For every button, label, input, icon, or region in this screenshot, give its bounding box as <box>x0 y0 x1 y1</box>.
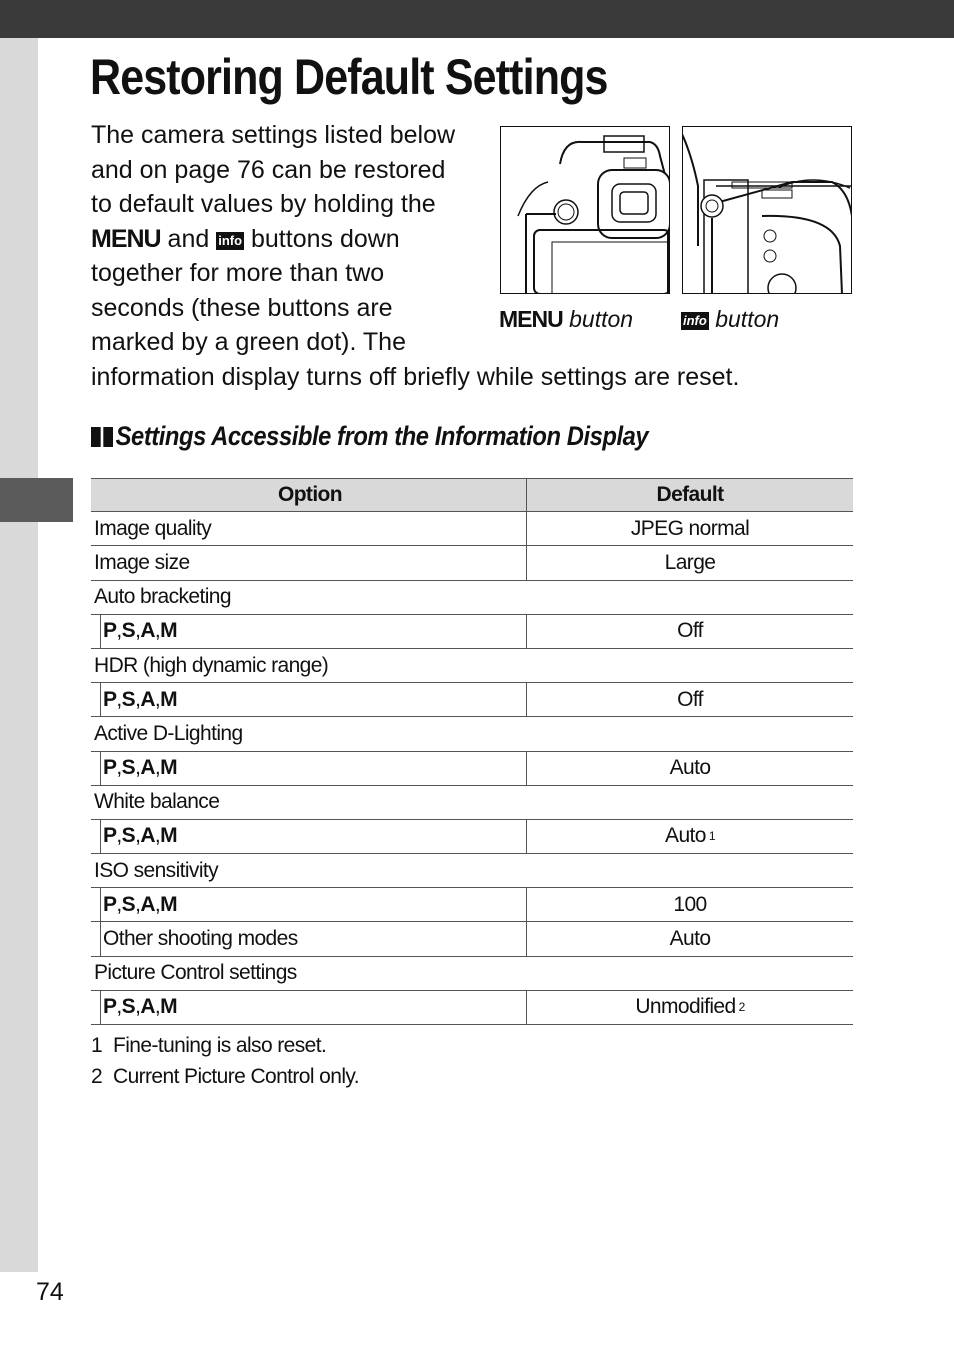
table-category-row <box>91 786 853 820</box>
option-label: Other shooting modes <box>103 927 298 951</box>
intro-line: together for more than two <box>91 259 385 287</box>
camera-top-illustration <box>682 126 852 294</box>
page-number: 74 <box>36 1278 64 1306</box>
heading-marker-icon <box>91 427 101 447</box>
mode-label: A <box>140 892 155 916</box>
category-label: HDR (high dynamic range) <box>94 653 329 677</box>
mode-label: M <box>160 619 178 643</box>
info-button-icon: info <box>218 232 243 248</box>
intro-line: marked by a green dot). The <box>91 328 406 356</box>
table-row <box>91 922 853 956</box>
chapter-tab <box>0 478 73 522</box>
category-label: Auto bracketing <box>94 585 231 609</box>
mode-label: A <box>140 756 155 780</box>
default-value <box>526 888 853 921</box>
default-value <box>526 991 853 1024</box>
mode-label: P <box>103 756 117 780</box>
intro-text: buttons down <box>244 224 400 253</box>
exposure-modes: P , S , A , M <box>103 995 178 1019</box>
mode-label: A <box>140 824 155 848</box>
footnote-number: 1 <box>91 1034 103 1057</box>
mode-label: S <box>121 619 136 643</box>
table-row <box>91 615 853 649</box>
default-text: JPEG normal <box>630 516 750 540</box>
heading-marker-icon <box>103 427 113 447</box>
menu-button-mark: MENU <box>91 224 161 253</box>
mode-label: S <box>121 687 136 711</box>
intro-line: information display turns off briefly while settings are reset. <box>91 362 740 391</box>
option-label: Image quality <box>94 516 212 540</box>
footnote <box>91 1030 359 1061</box>
mode-label: M <box>160 824 178 848</box>
column-header-option: Option <box>277 483 343 507</box>
category-label: ISO sensitivity <box>94 858 219 882</box>
default-text: Unmodified <box>635 995 736 1019</box>
exposure-modes: P , S , A , M <box>103 619 178 643</box>
intro-line: seconds (these buttons are <box>91 293 393 322</box>
exposure-modes: P , S , A , M <box>103 824 178 848</box>
default-text: Auto <box>669 927 711 951</box>
category-label: Active D-Lighting <box>94 721 243 745</box>
exposure-modes: P , S , A , M <box>103 687 178 711</box>
intro-text: and <box>160 224 217 253</box>
side-margin-bar <box>0 38 38 1272</box>
table-row <box>91 546 853 580</box>
default-text: 100 <box>673 892 707 916</box>
intro-line: to default values by holding the <box>91 190 436 218</box>
default-value <box>526 922 853 955</box>
mode-label: M <box>160 892 178 916</box>
table-category-row <box>91 649 853 683</box>
default-value <box>526 512 853 545</box>
page-title: Restoring Default Settings <box>90 49 608 105</box>
table-row <box>91 991 853 1025</box>
mode-label: S <box>121 824 136 848</box>
menu-button-caption <box>499 306 633 333</box>
table-category-row <box>91 957 853 991</box>
default-text: Auto <box>669 756 711 780</box>
caption-text: button <box>715 306 780 332</box>
table-category-row <box>91 581 853 615</box>
default-value <box>526 820 853 853</box>
mode-label: P <box>103 619 117 643</box>
mode-label: S <box>121 995 136 1019</box>
mode-label: M <box>160 756 178 780</box>
caption-text: button <box>569 306 634 332</box>
mode-label: P <box>103 995 117 1019</box>
intro-line: The camera settings listed below <box>91 121 456 149</box>
mode-label: A <box>140 619 155 643</box>
footnote-ref: 2 <box>738 1000 745 1015</box>
default-value <box>526 683 853 716</box>
option-label: Image size <box>94 550 190 574</box>
mode-label: M <box>160 995 178 1019</box>
footnote-text: Current Picture Control only. <box>113 1065 359 1088</box>
mode-label: P <box>103 892 117 916</box>
category-label: Picture Control settings <box>94 961 297 985</box>
default-text: Auto <box>665 824 706 848</box>
footnote-ref: 1 <box>708 829 715 844</box>
table-row <box>91 752 853 786</box>
table-category-row <box>91 717 853 751</box>
column-header-default: Default <box>526 479 853 511</box>
mode-label: P <box>103 824 117 848</box>
table-row <box>91 683 853 717</box>
exposure-modes: P , S , A , M <box>103 892 178 916</box>
section-heading-text: Settings Accessible from the Information Display <box>115 421 649 451</box>
camera-back-illustration <box>500 126 670 294</box>
default-text: Off <box>677 687 703 711</box>
table-row <box>91 888 853 922</box>
table-header-row <box>91 478 853 512</box>
mode-label: A <box>140 995 155 1019</box>
mode-label: S <box>121 892 136 916</box>
defaults-table <box>91 478 853 1025</box>
mode-label: A <box>140 687 155 711</box>
default-value <box>526 752 853 785</box>
mode-label: S <box>121 756 136 780</box>
footnote-text: Fine-tuning is also reset. <box>113 1034 327 1057</box>
footnote-number: 2 <box>91 1065 103 1088</box>
default-value <box>526 546 853 579</box>
category-label: White balance <box>94 790 220 814</box>
top-banner <box>0 0 954 38</box>
exposure-modes: P , S , A , M <box>103 756 178 780</box>
default-value <box>526 615 853 648</box>
menu-button-mark: MENU <box>499 306 563 332</box>
section-heading <box>91 421 648 452</box>
mode-label: M <box>160 687 178 711</box>
info-button-caption <box>681 306 779 333</box>
footnotes <box>91 1030 359 1092</box>
default-text: Off <box>677 619 703 643</box>
table-row <box>91 820 853 854</box>
footnote <box>91 1061 359 1092</box>
default-text: Large <box>664 550 716 574</box>
table-row <box>91 512 853 546</box>
intro-line: and on page 76 can be restored <box>91 155 446 184</box>
table-category-row <box>91 854 853 888</box>
info-button-icon: info <box>683 313 707 328</box>
mode-label: P <box>103 687 117 711</box>
